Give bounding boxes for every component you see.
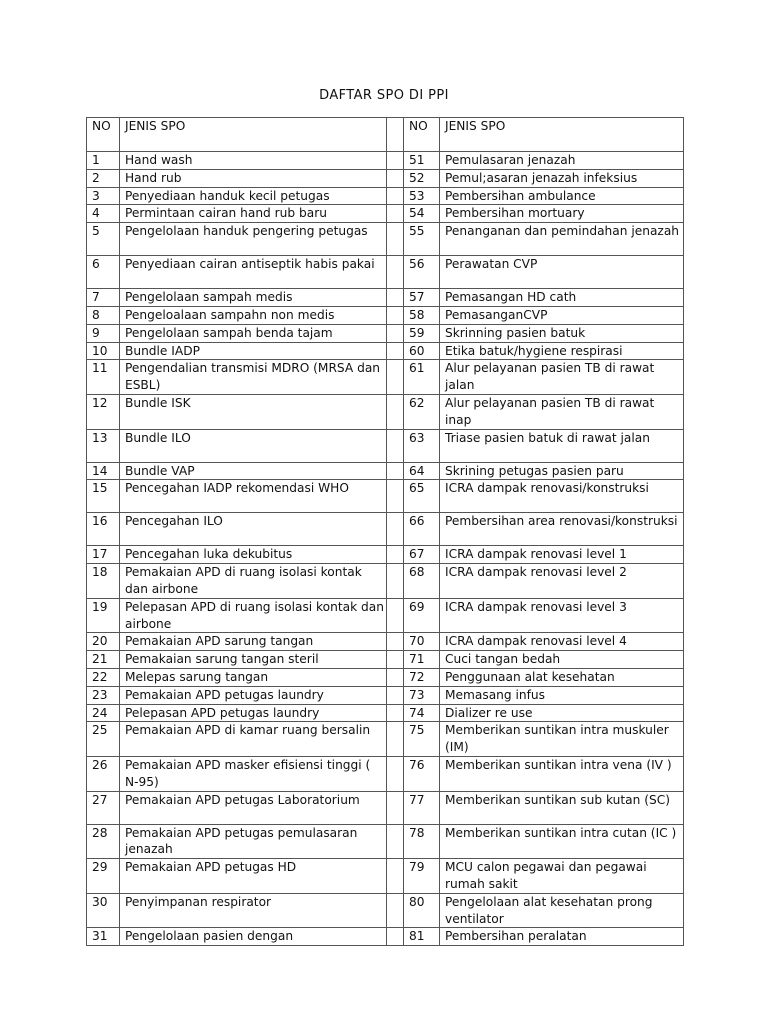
- row-spo-right: Triase pasien batuk di rawat jalan: [440, 429, 684, 462]
- row-spo-left: Hand rub: [120, 169, 387, 187]
- row-number-right: 65: [404, 480, 440, 513]
- row-number-left: 24: [87, 704, 120, 722]
- table-row: [87, 480, 684, 513]
- separator-cell: [387, 205, 404, 223]
- row-spo-left: Bundle IADP: [120, 342, 387, 360]
- row-number-left: 30: [87, 893, 120, 928]
- table-row: [87, 223, 684, 256]
- row-spo-right: Perawatan CVP: [440, 256, 684, 289]
- spo-table: [86, 117, 684, 946]
- row-number-right: 73: [404, 686, 440, 704]
- separator-cell: [387, 546, 404, 564]
- row-number-left: 26: [87, 756, 120, 791]
- row-spo-right: ICRA dampak renovasi level 4: [440, 633, 684, 651]
- row-number-right: 79: [404, 859, 440, 894]
- separator-cell: [387, 306, 404, 324]
- table-row: [87, 187, 684, 205]
- row-number-left: 29: [87, 859, 120, 894]
- table-row: [87, 342, 684, 360]
- spo-table-body: [87, 118, 684, 946]
- row-spo-right: ICRA dampak renovasi level 2: [440, 564, 684, 599]
- row-spo-left: Pengelolaan sampah medis: [120, 289, 387, 307]
- row-number-right: 55: [404, 223, 440, 256]
- row-number-right: 56: [404, 256, 440, 289]
- row-number-left: 27: [87, 791, 120, 824]
- separator-cell: [387, 564, 404, 599]
- row-number-left: 20: [87, 633, 120, 651]
- row-spo-right: Memberikan suntikan intra cutan (IC ): [440, 824, 684, 859]
- separator-cell: [387, 686, 404, 704]
- table-row: [87, 859, 684, 894]
- row-spo-left: Permintaan cairan hand rub baru: [120, 205, 387, 223]
- table-row: [87, 756, 684, 791]
- row-spo-right: Pembersihan peralatan: [440, 928, 684, 946]
- table-row: [87, 289, 684, 307]
- row-spo-left: Pengeloalaan sampahn non medis: [120, 306, 387, 324]
- row-number-right: 52: [404, 169, 440, 187]
- row-number-right: 80: [404, 893, 440, 928]
- row-number-left: 28: [87, 824, 120, 859]
- row-number-left: 25: [87, 722, 120, 757]
- row-spo-left: Bundle ISK: [120, 394, 387, 429]
- table-row: [87, 256, 684, 289]
- row-spo-left: Pencegahan ILO: [120, 513, 387, 546]
- row-number-left: 15: [87, 480, 120, 513]
- row-spo-left: Pencegahan luka dekubitus: [120, 546, 387, 564]
- row-number-left: 22: [87, 668, 120, 686]
- row-spo-left: Pencegahan IADP rekomendasi WHO: [120, 480, 387, 513]
- row-spo-left: Pengelolaan sampah benda tajam: [120, 324, 387, 342]
- row-spo-right: Skrining petugas pasien paru: [440, 462, 684, 480]
- table-header-row: [87, 118, 684, 152]
- row-number-right: 57: [404, 289, 440, 307]
- row-spo-left: Bundle ILO: [120, 429, 387, 462]
- separator-cell: [387, 480, 404, 513]
- separator-cell: [387, 429, 404, 462]
- separator-cell: [387, 633, 404, 651]
- row-number-left: 23: [87, 686, 120, 704]
- row-number-right: 59: [404, 324, 440, 342]
- row-number-left: 9: [87, 324, 120, 342]
- row-spo-left: Bundle VAP: [120, 462, 387, 480]
- header-no-right: NO: [404, 118, 440, 152]
- row-spo-right: Alur pelayanan pasien TB di rawat jalan: [440, 360, 684, 395]
- table-row: [87, 564, 684, 599]
- row-number-left: 4: [87, 205, 120, 223]
- row-spo-left: Pemakaian APD sarung tangan: [120, 633, 387, 651]
- header-jenis-right: JENIS SPO: [440, 118, 684, 152]
- separator-cell: [387, 722, 404, 757]
- separator-cell: [387, 289, 404, 307]
- separator-cell: [387, 256, 404, 289]
- row-number-left: 13: [87, 429, 120, 462]
- table-row: [87, 633, 684, 651]
- separator-cell: [387, 360, 404, 395]
- separator-cell: [387, 791, 404, 824]
- separator-cell: [387, 893, 404, 928]
- row-number-left: 14: [87, 462, 120, 480]
- table-row: [87, 360, 684, 395]
- row-spo-right: Etika batuk/hygiene respirasi: [440, 342, 684, 360]
- separator-cell: [387, 704, 404, 722]
- separator-cell: [387, 118, 404, 152]
- table-row: [87, 205, 684, 223]
- table-row: [87, 824, 684, 859]
- row-number-right: 71: [404, 651, 440, 669]
- table-row: [87, 704, 684, 722]
- table-row: [87, 306, 684, 324]
- row-spo-left: Pengelolaan pasien dengan: [120, 928, 387, 946]
- row-spo-right: ICRA dampak renovasi level 1: [440, 546, 684, 564]
- table-row: [87, 928, 684, 946]
- separator-cell: [387, 223, 404, 256]
- row-spo-left: Penyediaan cairan antiseptik habis pakai: [120, 256, 387, 289]
- separator-cell: [387, 342, 404, 360]
- row-spo-right: Memasang infus: [440, 686, 684, 704]
- row-spo-left: Pemakaian sarung tangan steril: [120, 651, 387, 669]
- row-spo-left: Pengendalian transmisi MDRO (MRSA dan ESBL): [120, 360, 387, 395]
- table-row: [87, 152, 684, 170]
- row-number-left: 3: [87, 187, 120, 205]
- row-spo-right: Alur pelayanan pasien TB di rawat inap: [440, 394, 684, 429]
- separator-cell: [387, 169, 404, 187]
- table-row: [87, 598, 684, 633]
- row-number-right: 69: [404, 598, 440, 633]
- row-spo-left: Pengelolaan handuk pengering petugas: [120, 223, 387, 256]
- separator-cell: [387, 651, 404, 669]
- separator-cell: [387, 756, 404, 791]
- row-number-right: 62: [404, 394, 440, 429]
- table-row: [87, 893, 684, 928]
- row-spo-left: Penyediaan handuk kecil petugas: [120, 187, 387, 205]
- table-row: [87, 651, 684, 669]
- separator-cell: [387, 152, 404, 170]
- row-spo-left: Penyimpanan respirator: [120, 893, 387, 928]
- row-spo-right: Dializer re use: [440, 704, 684, 722]
- row-spo-right: Pembersihan ambulance: [440, 187, 684, 205]
- row-spo-left: Pemakaian APD petugas HD: [120, 859, 387, 894]
- row-number-right: 63: [404, 429, 440, 462]
- row-number-left: 2: [87, 169, 120, 187]
- row-spo-left: Pemakaian APD petugas pemulasaran jenazah: [120, 824, 387, 859]
- row-number-right: 51: [404, 152, 440, 170]
- row-spo-right: Pemasangan HD cath: [440, 289, 684, 307]
- row-spo-left: Pemakaian APD petugas Laboratorium: [120, 791, 387, 824]
- row-number-right: 64: [404, 462, 440, 480]
- row-number-left: 17: [87, 546, 120, 564]
- row-number-left: 7: [87, 289, 120, 307]
- row-number-left: 16: [87, 513, 120, 546]
- separator-cell: [387, 394, 404, 429]
- row-spo-left: Pemakaian APD petugas laundry: [120, 686, 387, 704]
- row-number-right: 70: [404, 633, 440, 651]
- row-number-right: 72: [404, 668, 440, 686]
- row-number-left: 12: [87, 394, 120, 429]
- row-spo-right: ICRA dampak renovasi/konstruksi: [440, 480, 684, 513]
- table-row: [87, 462, 684, 480]
- table-row: [87, 429, 684, 462]
- row-number-right: 67: [404, 546, 440, 564]
- row-spo-right: Pembersihan area renovasi/konstruksi: [440, 513, 684, 546]
- row-spo-right: PemasanganCVP: [440, 306, 684, 324]
- row-spo-right: Pembersihan mortuary: [440, 205, 684, 223]
- separator-cell: [387, 187, 404, 205]
- row-number-right: 75: [404, 722, 440, 757]
- row-spo-right: Pemulasaran jenazah: [440, 152, 684, 170]
- row-number-left: 18: [87, 564, 120, 599]
- row-number-left: 19: [87, 598, 120, 633]
- row-number-left: 8: [87, 306, 120, 324]
- row-number-right: 61: [404, 360, 440, 395]
- row-spo-left: Hand wash: [120, 152, 387, 170]
- table-row: [87, 394, 684, 429]
- row-spo-left: Pemakaian APD di kamar ruang bersalin: [120, 722, 387, 757]
- row-spo-left: Melepas sarung tangan: [120, 668, 387, 686]
- row-number-right: 54: [404, 205, 440, 223]
- row-number-right: 77: [404, 791, 440, 824]
- row-number-left: 6: [87, 256, 120, 289]
- row-spo-right: ICRA dampak renovasi level 3: [440, 598, 684, 633]
- separator-cell: [387, 824, 404, 859]
- document-title: DAFTAR SPO DI PPI: [319, 88, 449, 103]
- table-row: [87, 513, 684, 546]
- row-spo-right: MCU calon pegawai dan pegawai rumah sakit: [440, 859, 684, 894]
- row-number-right: 76: [404, 756, 440, 791]
- row-spo-left: Pelepasan APD petugas laundry: [120, 704, 387, 722]
- table-row: [87, 668, 684, 686]
- row-spo-left: Pelepasan APD di ruang isolasi kontak dan airbone: [120, 598, 387, 633]
- row-spo-right: Penggunaan alat kesehatan: [440, 668, 684, 686]
- row-spo-left: Pemakaian APD masker efisiensi tinggi ( N-95): [120, 756, 387, 791]
- row-number-left: 31: [87, 928, 120, 946]
- row-number-left: 21: [87, 651, 120, 669]
- row-spo-right: Memberikan suntikan intra vena (IV ): [440, 756, 684, 791]
- separator-cell: [387, 324, 404, 342]
- separator-cell: [387, 513, 404, 546]
- separator-cell: [387, 859, 404, 894]
- separator-cell: [387, 668, 404, 686]
- row-number-left: 11: [87, 360, 120, 395]
- row-number-left: 1: [87, 152, 120, 170]
- row-number-right: 68: [404, 564, 440, 599]
- row-spo-right: Pemul;asaran jenazah infeksius: [440, 169, 684, 187]
- row-number-right: 81: [404, 928, 440, 946]
- table-row: [87, 324, 684, 342]
- row-spo-right: Pengelolaan alat kesehatan prong ventilator: [440, 893, 684, 928]
- row-number-left: 10: [87, 342, 120, 360]
- row-spo-right: Skrinning pasien batuk: [440, 324, 684, 342]
- row-spo-right: Memberikan suntikan intra muskuler (IM): [440, 722, 684, 757]
- row-spo-left: Pemakaian APD di ruang isolasi kontak dan airbone: [120, 564, 387, 599]
- table-row: [87, 686, 684, 704]
- row-number-right: 53: [404, 187, 440, 205]
- separator-cell: [387, 928, 404, 946]
- row-spo-right: Penanganan dan pemindahan jenazah: [440, 223, 684, 256]
- table-row: [87, 722, 684, 757]
- row-number-right: 66: [404, 513, 440, 546]
- separator-cell: [387, 462, 404, 480]
- row-number-right: 58: [404, 306, 440, 324]
- row-number-right: 74: [404, 704, 440, 722]
- separator-cell: [387, 598, 404, 633]
- table-row: [87, 791, 684, 824]
- row-spo-right: Memberikan suntikan sub kutan (SC): [440, 791, 684, 824]
- table-row: [87, 169, 684, 187]
- table-row: [87, 546, 684, 564]
- header-jenis-left: JENIS SPO: [120, 118, 387, 152]
- row-number-right: 60: [404, 342, 440, 360]
- row-number-right: 78: [404, 824, 440, 859]
- header-no-left: NO: [87, 118, 120, 152]
- row-spo-right: Cuci tangan bedah: [440, 651, 684, 669]
- row-number-left: 5: [87, 223, 120, 256]
